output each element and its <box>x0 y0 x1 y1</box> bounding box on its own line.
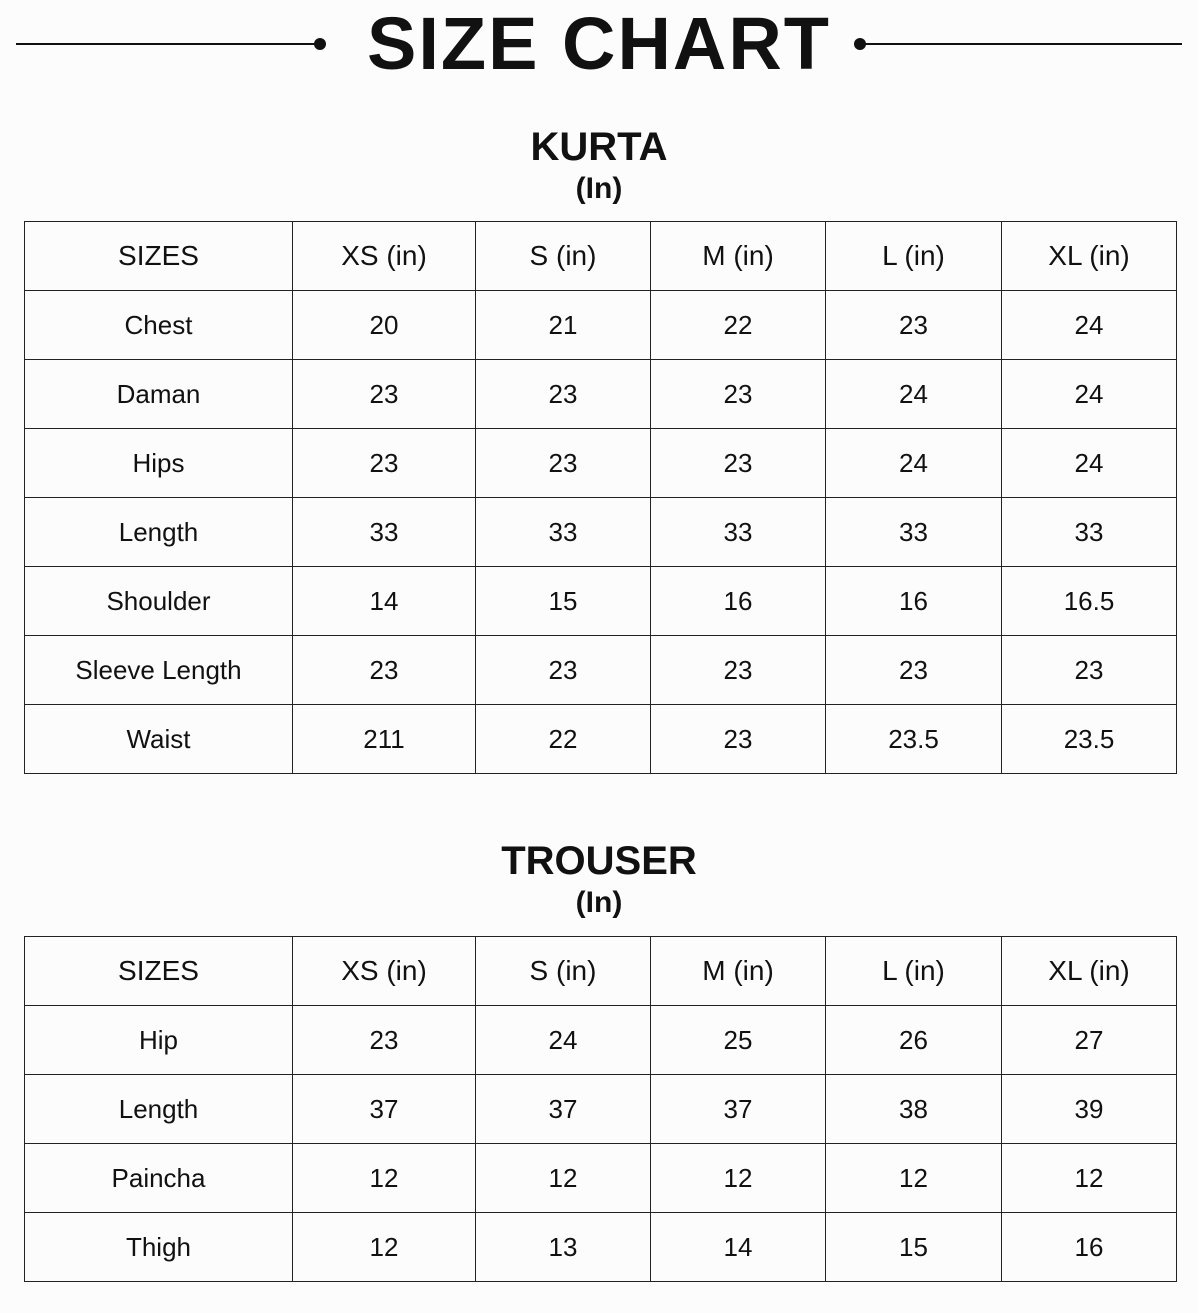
row-label: Chest <box>25 291 293 360</box>
table-row <box>25 1144 1177 1213</box>
row-label: Hips <box>25 429 293 498</box>
row-label: Sleeve Length <box>25 636 293 705</box>
table-row <box>25 1213 1177 1282</box>
table-cell: 12 <box>651 1144 826 1213</box>
table-cell: 16.5 <box>1002 567 1177 636</box>
table-cell: 22 <box>651 291 826 360</box>
table-cell: 14 <box>651 1213 826 1282</box>
page-header <box>0 0 1198 90</box>
row-label: Hip <box>25 1006 293 1075</box>
table-cell: 23 <box>476 429 651 498</box>
table-cell: 15 <box>826 1213 1002 1282</box>
table-cell: 23 <box>826 636 1002 705</box>
kurta-header-cell: XS (in) <box>293 222 476 291</box>
table-cell: 15 <box>476 567 651 636</box>
table-cell: 12 <box>826 1144 1002 1213</box>
table-cell: 23 <box>476 360 651 429</box>
table-cell: 23 <box>476 636 651 705</box>
table-row <box>25 705 1177 774</box>
table-cell: 23.5 <box>826 705 1002 774</box>
trouser-header-cell: S (in) <box>476 937 651 1006</box>
table-cell: 33 <box>651 498 826 567</box>
table-row <box>25 1075 1177 1144</box>
table-row <box>25 567 1177 636</box>
table-cell: 37 <box>651 1075 826 1144</box>
table-cell: 33 <box>1002 498 1177 567</box>
table-cell: 37 <box>476 1075 651 1144</box>
table-cell: 14 <box>293 567 476 636</box>
table-cell: 16 <box>826 567 1002 636</box>
table-cell: 20 <box>293 291 476 360</box>
table-cell: 33 <box>476 498 651 567</box>
trouser-header-cell: M (in) <box>651 937 826 1006</box>
trouser-title: TROUSER <box>501 839 697 883</box>
kurta-unit: (In) <box>575 172 623 205</box>
table-cell: 24 <box>1002 360 1177 429</box>
table-cell: 12 <box>476 1144 651 1213</box>
row-label: Shoulder <box>25 567 293 636</box>
table-cell: 12 <box>1002 1144 1177 1213</box>
trouser-header-cell: SIZES <box>25 937 293 1006</box>
table-cell: 24 <box>826 360 1002 429</box>
table-cell: 27 <box>1002 1006 1177 1075</box>
table-cell: 12 <box>293 1144 476 1213</box>
row-label: Paincha <box>25 1144 293 1213</box>
table-cell: 23 <box>826 291 1002 360</box>
trouser-header-cell: XL (in) <box>1002 937 1177 1006</box>
table-cell: 38 <box>826 1075 1002 1144</box>
table-cell: 211 <box>293 705 476 774</box>
table-cell: 24 <box>476 1006 651 1075</box>
kurta-title: KURTA <box>530 125 668 169</box>
table-cell: 24 <box>1002 429 1177 498</box>
table-cell: 23 <box>651 360 826 429</box>
trouser-unit: (In) <box>575 886 623 919</box>
trouser-header-cell: XS (in) <box>293 937 476 1006</box>
table-row <box>25 636 1177 705</box>
kurta-header-cell: S (in) <box>476 222 651 291</box>
table-row <box>25 291 1177 360</box>
table-row <box>25 360 1177 429</box>
kurta-size-table <box>24 221 1177 774</box>
table-cell: 22 <box>476 705 651 774</box>
table-row <box>25 429 1177 498</box>
table-cell: 25 <box>651 1006 826 1075</box>
table-cell: 23 <box>293 429 476 498</box>
table-cell: 23 <box>651 705 826 774</box>
table-cell: 23 <box>293 636 476 705</box>
table-row <box>25 498 1177 567</box>
table-cell: 23 <box>1002 636 1177 705</box>
row-label: Waist <box>25 705 293 774</box>
kurta-header-row <box>25 222 1177 291</box>
table-cell: 37 <box>293 1075 476 1144</box>
row-label: Daman <box>25 360 293 429</box>
table-cell: 12 <box>293 1213 476 1282</box>
kurta-header-cell: XL (in) <box>1002 222 1177 291</box>
table-row <box>25 1006 1177 1075</box>
table-cell: 23 <box>293 1006 476 1075</box>
kurta-header-cell: SIZES <box>25 222 293 291</box>
table-cell: 23 <box>293 360 476 429</box>
table-cell: 16 <box>651 567 826 636</box>
table-cell: 13 <box>476 1213 651 1282</box>
trouser-size-table <box>24 936 1177 1282</box>
trouser-header-row <box>25 937 1177 1006</box>
row-label: Length <box>25 498 293 567</box>
trouser-header-cell: L (in) <box>826 937 1002 1006</box>
table-cell: 33 <box>826 498 1002 567</box>
kurta-header-cell: L (in) <box>826 222 1002 291</box>
table-cell: 24 <box>826 429 1002 498</box>
header-rule-right <box>862 43 1182 45</box>
table-cell: 23 <box>651 429 826 498</box>
table-cell: 23 <box>651 636 826 705</box>
table-cell: 39 <box>1002 1075 1177 1144</box>
kurta-header-cell: M (in) <box>651 222 826 291</box>
row-label: Thigh <box>25 1213 293 1282</box>
table-cell: 16 <box>1002 1213 1177 1282</box>
table-cell: 26 <box>826 1006 1002 1075</box>
table-cell: 21 <box>476 291 651 360</box>
table-cell: 24 <box>1002 291 1177 360</box>
page-title: SIZE CHART <box>367 2 831 85</box>
table-cell: 23.5 <box>1002 705 1177 774</box>
table-cell: 33 <box>293 498 476 567</box>
row-label: Length <box>25 1075 293 1144</box>
